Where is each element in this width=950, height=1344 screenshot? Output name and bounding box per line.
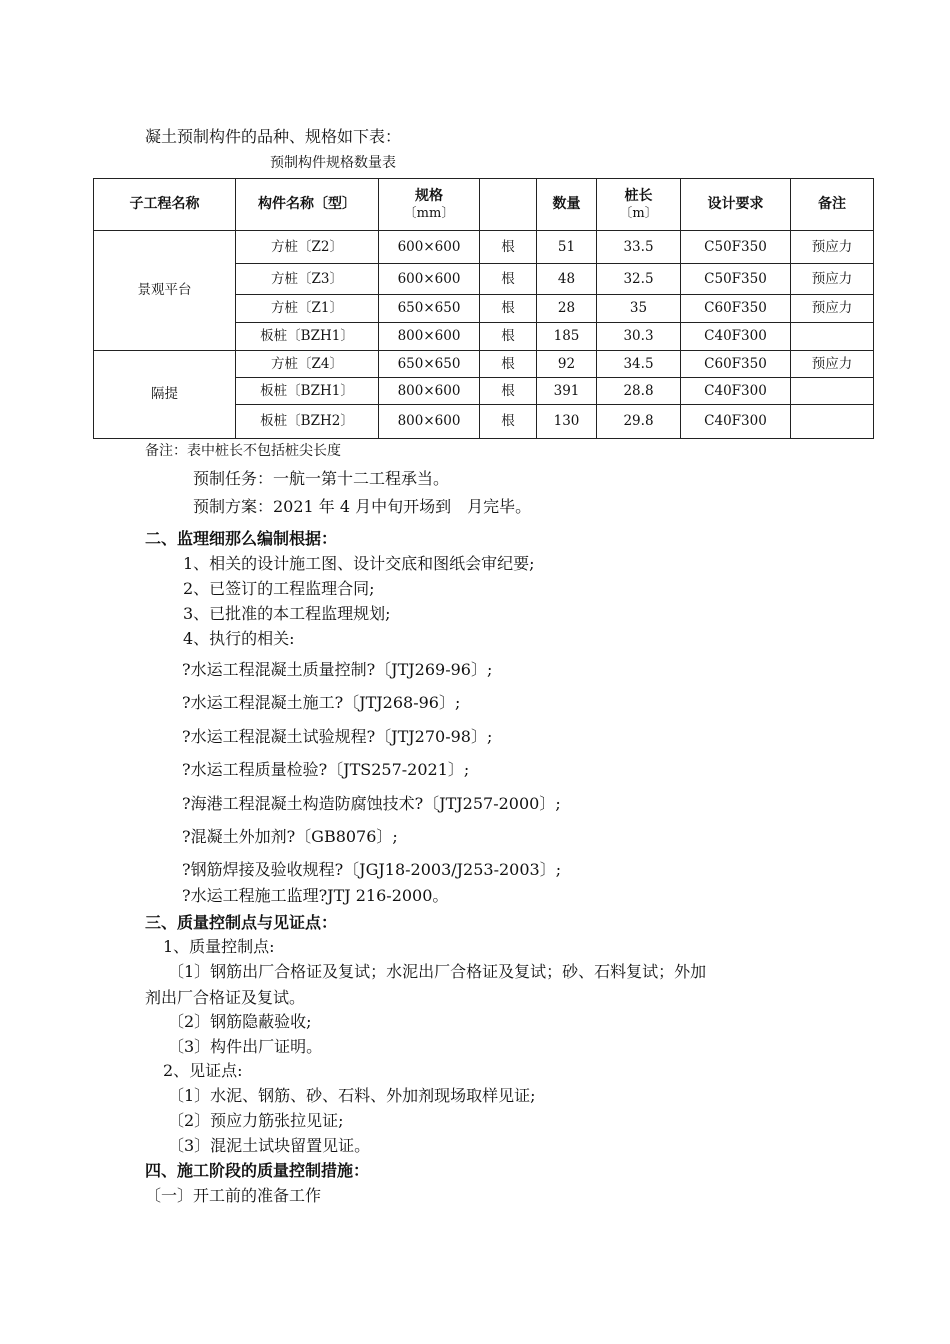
- cell-length: 30.3: [597, 323, 681, 351]
- cell-unit: 根: [480, 323, 537, 351]
- cell-design: C60F350: [681, 351, 791, 378]
- table-row: [94, 231, 874, 264]
- header-length: [597, 179, 681, 231]
- cell-type: 方桩〔Z3〕: [236, 264, 379, 295]
- cell-unit: 根: [480, 264, 537, 295]
- cell-spec: 800×600: [379, 405, 480, 439]
- witness-point-heading: 2、见证点:: [163, 1061, 243, 1080]
- quality-item-wrap: 剂出厂合格证及复试。: [145, 988, 306, 1007]
- header-subproject: 子工程名称: [94, 179, 236, 231]
- cell-design: C40F300: [681, 378, 791, 405]
- cell-qty: 28: [537, 295, 597, 323]
- cell-type: 板桩〔BZH1〕: [236, 323, 379, 351]
- table-header-row: [94, 179, 874, 231]
- cell-qty: 92: [537, 351, 597, 378]
- cell-unit: 根: [480, 231, 537, 264]
- basis-item: 1、相关的设计施工图、设计交底和图纸会审纪要;: [183, 554, 535, 573]
- cell-note: [791, 323, 874, 351]
- intro-text: 凝土预制构件的品种、规格如下表：: [145, 127, 402, 146]
- cell-qty: 391: [537, 378, 597, 405]
- standard-item: ?水运工程混凝土质量控制?〔JTJ269-96〕;: [182, 660, 493, 679]
- quality-item: 〔3〕构件出厂证明。: [168, 1037, 323, 1056]
- quality-control-point-heading: 1、质量控制点:: [163, 937, 275, 956]
- cell-length: 35: [597, 295, 681, 323]
- cell-type: 方桩〔Z2〕: [236, 231, 379, 264]
- header-spec-unit: 〔mm〕: [403, 205, 455, 221]
- cell-type: 方桩〔Z1〕: [236, 295, 379, 323]
- cell-design: C40F300: [681, 405, 791, 439]
- header-length-unit: 〔m〕: [619, 205, 658, 221]
- cell-note: 预应力: [791, 264, 874, 295]
- header-spec-label: 规格: [415, 187, 443, 204]
- table-row: [94, 351, 874, 378]
- cell-design: C50F350: [681, 231, 791, 264]
- cell-length: 33.5: [597, 231, 681, 264]
- header-component: 构件名称〔型〕: [236, 179, 379, 231]
- cell-unit: 根: [480, 405, 537, 439]
- basis-item: 4、执行的相关:: [183, 629, 295, 648]
- cell-note: 预应力: [791, 295, 874, 323]
- section-4-title: 四、施工阶段的质量控制措施：: [145, 1161, 370, 1180]
- header-unit: [480, 179, 537, 231]
- header-spec: [379, 179, 480, 231]
- basis-item: 3、已批准的本工程监理规划;: [183, 604, 391, 623]
- standard-item: ?钢筋焊接及验收规程?〔JGJ18-2003/J253-2003〕;: [182, 860, 562, 879]
- witness-item: 〔3〕混泥土试块留置见证。: [168, 1136, 371, 1155]
- standard-item: ?水运工程混凝土施工?〔JTJ268-96〕;: [182, 693, 461, 712]
- cell-qty: 130: [537, 405, 597, 439]
- cell-spec: 800×600: [379, 378, 480, 405]
- cell-length: 28.8: [597, 378, 681, 405]
- cell-type: 板桩〔BZH1〕: [236, 378, 379, 405]
- cell-note: [791, 405, 874, 439]
- cell-design: C60F350: [681, 295, 791, 323]
- cell-spec: 650×650: [379, 295, 480, 323]
- cell-design: C40F300: [681, 323, 791, 351]
- cell-unit: 根: [480, 378, 537, 405]
- prefab-plan: 预制方案：2021 年 4 月中旬开场到 月完毕。: [193, 497, 532, 516]
- standard-item: ?水运工程施工监理?JTJ 216-2000。: [182, 886, 449, 905]
- witness-item: 〔2〕预应力筋张拉见证;: [168, 1111, 344, 1130]
- quality-item: 〔1〕钢筋出厂合格证及复试；水泥出厂合格证及复试；砂、石料复试；外加: [168, 962, 707, 981]
- cell-qty: 48: [537, 264, 597, 295]
- standard-item: ?水运工程混凝土试验规程?〔JTJ270-98〕;: [182, 727, 493, 746]
- cell-note: [791, 378, 874, 405]
- cell-length: 34.5: [597, 351, 681, 378]
- cell-design: C50F350: [681, 264, 791, 295]
- cell-spec: 650×650: [379, 351, 480, 378]
- section-2-title: 二、监理细那么编制根据：: [145, 529, 338, 548]
- basis-item: 2、已签订的工程监理合同;: [183, 579, 375, 598]
- cell-note: 预应力: [791, 231, 874, 264]
- cell-length: 32.5: [597, 264, 681, 295]
- section-4-sub-1: 〔一〕开工前的准备工作: [145, 1186, 322, 1205]
- cell-type: 方桩〔Z4〕: [236, 351, 379, 378]
- cell-qty: 185: [537, 323, 597, 351]
- standard-item: ?水运工程质量检验?〔JTS257-2021〕;: [182, 760, 470, 779]
- cell-spec: 800×600: [379, 323, 480, 351]
- group-name: 景观平台: [94, 231, 236, 351]
- header-note: 备注: [791, 179, 874, 231]
- section-3-title: 三、质量控制点与见证点：: [145, 913, 338, 932]
- prefab-task: 预制任务：一航一第十二工程承当。: [193, 469, 450, 488]
- cell-type: 板桩〔BZH2〕: [236, 405, 379, 439]
- standard-item: ?混凝土外加剂?〔GB8076〕;: [182, 827, 398, 846]
- group-name: 隔提: [94, 351, 236, 439]
- table-note: 备注：表中桩长不包括桩尖长度: [145, 443, 341, 459]
- cell-length: 29.8: [597, 405, 681, 439]
- cell-qty: 51: [537, 231, 597, 264]
- witness-item: 〔1〕水泥、钢筋、砂、石料、外加剂现场取样见证;: [168, 1086, 536, 1105]
- header-length-label: 桩长: [624, 187, 653, 204]
- quality-item: 〔2〕钢筋隐蔽验收;: [168, 1012, 312, 1031]
- header-design: 设计要求: [681, 179, 791, 231]
- cell-unit: 根: [480, 295, 537, 323]
- cell-spec: 600×600: [379, 231, 480, 264]
- cell-note: 预应力: [791, 351, 874, 378]
- table-caption: 预制构件规格数量表: [270, 155, 396, 171]
- cell-unit: 根: [480, 351, 537, 378]
- spec-table: [93, 178, 874, 439]
- standard-item: ?海港工程混凝土构造防腐蚀技术?〔JTJ257-2000〕;: [182, 794, 561, 813]
- header-qty: 数量: [537, 179, 597, 231]
- cell-spec: 600×600: [379, 264, 480, 295]
